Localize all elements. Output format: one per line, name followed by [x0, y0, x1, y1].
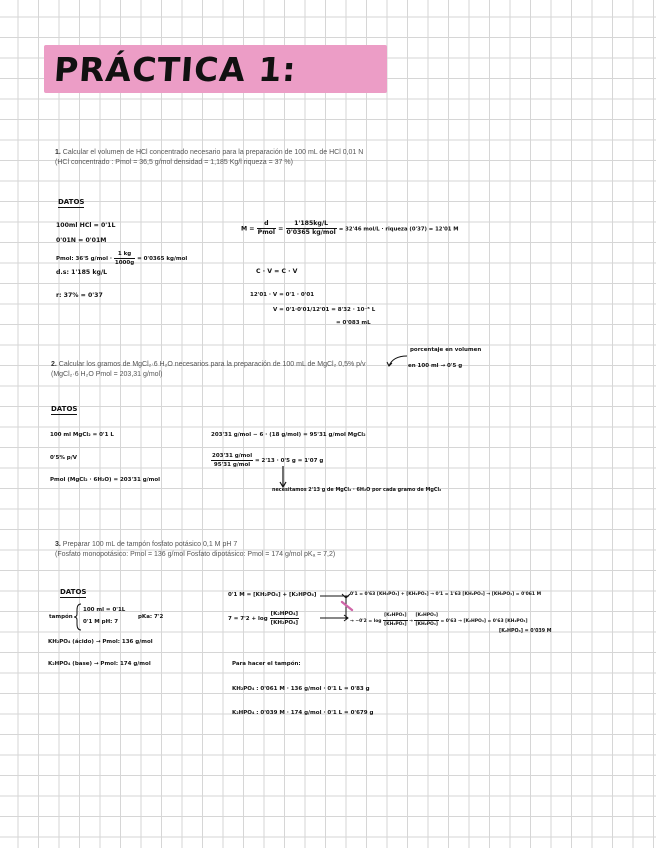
q2-calc-mass: 203'31 g/mol − 6 · (18 g/mol) = 95'31 g/mol MgCl₂: [211, 432, 366, 438]
q3-log-frac1: [383, 612, 407, 629]
q1-givens: (HCl concentrado : Pmol = 36,5 g/mol densidad = 1,185 Kg/l riqueza = 37 %): [55, 159, 293, 166]
q2-data-volume: 100 ml MgCl₂ = 0'1 L: [50, 432, 114, 438]
q3-eq-hh: [228, 610, 299, 627]
q1-m-frac1: [257, 220, 276, 237]
q1-data-riqueza: r: 37% = 0'37: [56, 292, 103, 299]
q3-data-conc-ph: 0'1 M pH: 7: [83, 619, 119, 625]
q1-dilution-step2: V = 0'1·0'01/12'01 = 8'32 · 10⁻⁵ L: [273, 307, 376, 313]
q3-log-lhs: → −0'2 = log: [350, 619, 382, 624]
q3-text: Preparar 100 mL de tampón fosfato potásico 0,1 M pH 7: [62, 541, 238, 548]
q1-dilution-step1: 12'01 · V = 0'1 · 0'01: [250, 292, 315, 298]
q3-hh-den: [KH₂PO₄]: [270, 620, 298, 626]
q3-log-den2: [KH₂PO₄]: [415, 622, 438, 627]
q3-hh-lhs: 7 = 7'2 + log: [228, 616, 268, 622]
q2-note-line1: porcentaje en volumen: [410, 347, 482, 353]
q2-calc-ratio: [211, 452, 323, 469]
q1-pmol-result: = 0'0365 kg/mol: [137, 256, 188, 262]
q1-datos-header: DATOS: [58, 198, 85, 206]
q1-pmol-fraction: [114, 250, 135, 267]
q3-prep-acid: KH₂PO₄ : 0'061 M · 136 g/mol · 0'1 L = 0'83 g: [232, 686, 370, 692]
q3-datos-header: DATOS: [60, 588, 87, 596]
q3-data-acid: KH₂PO₄ (ácido) → Pmol: 136 g/mol: [48, 639, 153, 645]
q3-givens: (Fosfato monopotásico: Pmol = 136 g/mol Fosfato dipotásico: Pmol = 174 g/mol pKₐ = 7,2): [55, 551, 336, 558]
q1-pmol-num: 1 kg: [114, 250, 135, 259]
q2-data-pmol: Pmol (MgCl₂ · 6H₂O) = 203'31 g/mol: [50, 477, 161, 483]
q2-conclusion: necesitamos 2'13 g de MgCl₂ · 6H₂O por cada gramo de MgCl₂: [272, 487, 442, 493]
q2-ratio-num: 203'31 g/mol: [212, 453, 253, 459]
q3-prep-header: Para hacer el tampón:: [232, 661, 301, 667]
q3-tampon-label: tampón: [49, 614, 73, 620]
q3-data-volume: 100 ml = 0'1L: [83, 607, 126, 613]
q3-data-pka: pKa: 7'2: [138, 614, 164, 620]
q2-ratio-result: = 2'13 · 0'5 g = 1'07 g: [255, 458, 324, 464]
q1-m-frac2: [286, 220, 337, 237]
q3-log-num2: [K₂HPO₄]: [414, 612, 438, 621]
q1-pmol-label: Pmol: 36'5 g/mol ·: [56, 256, 112, 262]
q1-molarity-calc: [241, 220, 459, 237]
q2-text: Calcular los gramos de MgCl₂·6 H₂O necesarios para la preparación de 100 mL de MgCl₂ 0,5% p/v: [58, 361, 366, 368]
q3-hh-fraction: [270, 610, 299, 627]
q1-statement: [55, 148, 363, 158]
q1-dilution-result: = 0'083 mL: [336, 320, 371, 326]
q1-m-num: d: [257, 220, 276, 229]
q2-givens: (MgCl₂·6 H₂O Pmol = 203,31 g/mol): [51, 371, 163, 378]
q3-eq-base-conc: [K₂HPO₄] = 0'039 M: [499, 629, 552, 634]
q1-text: Calcular el volumen de HCl concentrado necesario para la preparación de 100 mL de HCl 0,01 N: [62, 149, 364, 156]
q2-ratio-den: 95'31 g/mol: [213, 462, 251, 468]
q2-number: 2.: [51, 361, 57, 368]
q3-eq-sum: 0'1 M = [KH₂PO₄] + [K₂HPO₄]: [228, 592, 317, 598]
q1-pmol-den: 1000g: [114, 260, 135, 266]
q2-data-percent: 0'5% p/V: [50, 455, 77, 461]
page-title: PRÁCTICA 1:: [52, 50, 298, 89]
q2-ratio-fraction: [211, 452, 253, 469]
q3-eq-log: → −0'2 = log $\frac{\text{[K₂HPO₄]}}{\text{[KH₂PO₄]}}$ → $\frac{\text{[K₂HPO₄]}}{\text{[KH₂PO₄]}}$ = 0'63 → [K₂HPO₄] = 0'63 [KH₂PO₄]: [350, 613, 528, 627]
q1-data-pmol: [56, 250, 187, 267]
q1-m-den: Pmol: [257, 229, 276, 236]
q3-log-result: = 0'63 → [K₂HPO₄] = 0'63 [KH₂PO₄]: [440, 619, 528, 624]
q2-datos-header: DATOS: [51, 405, 78, 413]
q1-data-normality: 0'01N = 0'01M: [56, 237, 107, 244]
q3-data-base: K₂HPO₄ (base) → Pmol: 174 g/mol: [48, 661, 151, 667]
q2-statement: [51, 360, 366, 370]
q3-log-den1: [KH₂PO₄]: [384, 622, 407, 627]
q3-brace: [74, 603, 82, 631]
q3-prep-base: K₂HPO₄ : 0'039 M · 174 g/mol · 0'1 L = 0'679 g: [232, 710, 374, 716]
q1-m-num2: 1'185kg/L: [286, 220, 337, 229]
q1-data-volume: 100ml HCl = 0'1L: [56, 222, 116, 229]
q1-data-density: d.s: 1'185 kg/L: [56, 269, 108, 276]
q3-connector-arrows: [318, 592, 352, 632]
q1-m-lhs: M =: [241, 225, 255, 233]
q3-statement: [55, 540, 237, 550]
q3-eq-solve: 0'1 = 0'63 [KH₂PO₄] + [KH₂PO₄] → 0'1 = 1'63 [KH₂PO₄] → [KH₂PO₄] = 0'061 M: [350, 592, 542, 597]
q2-note-line2: en 100 ml → 0'5 g: [408, 363, 463, 369]
q1-m-result: = 32'46 mol/L · riqueza (0'37) = 12'01 M: [338, 226, 459, 233]
q1-m-eq: =: [278, 225, 284, 233]
q3-log-num1: [K₂HPO₄]: [383, 612, 407, 621]
q1-number: 1.: [55, 149, 61, 156]
q3-log-frac2: [414, 612, 438, 629]
q3-number: 3.: [55, 541, 61, 548]
q1-m-den2: 0'0365 kg/mol: [286, 229, 336, 236]
q1-dilution-formula: C · V = C · V: [256, 268, 298, 275]
q3-hh-num: [K₂HPO₄]: [270, 611, 298, 617]
